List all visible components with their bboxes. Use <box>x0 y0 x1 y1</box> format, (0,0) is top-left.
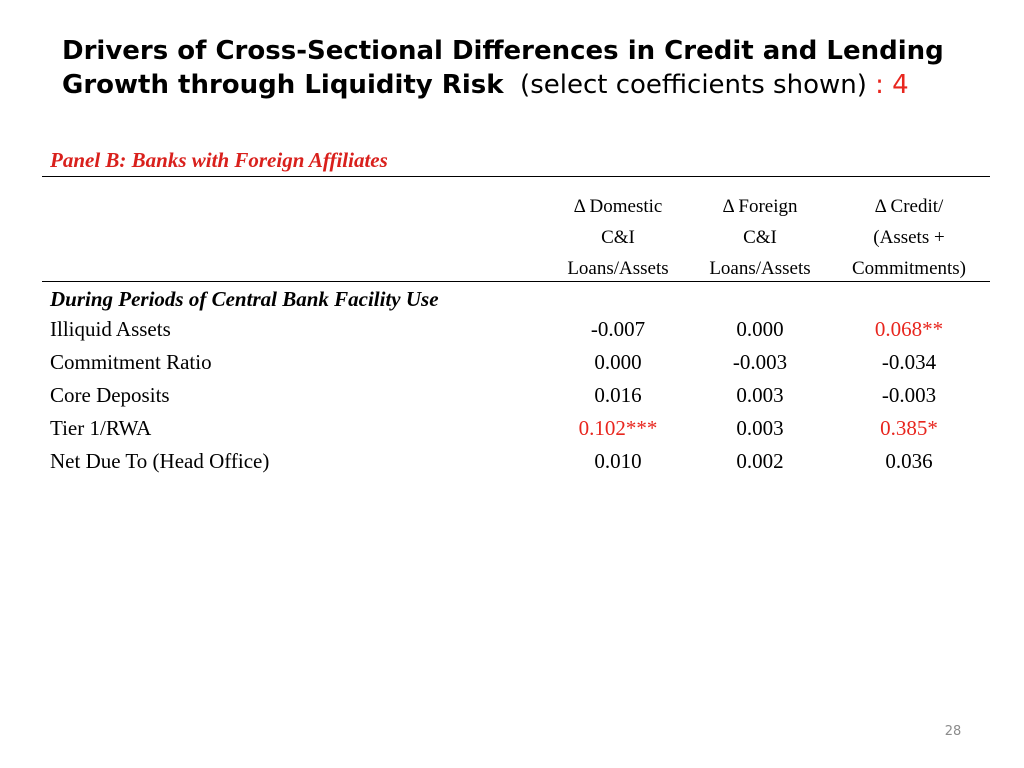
column-header-line: C&I <box>743 227 777 248</box>
column-header-line: Δ Credit/ <box>874 196 944 217</box>
cell-value: 0.102*** <box>578 416 658 440</box>
table-row <box>0 449 1024 482</box>
title-suffix: : 4 <box>875 70 909 100</box>
column-header-line: Loans/Assets <box>567 258 669 279</box>
cell-value: 0.068** <box>874 317 944 341</box>
page-number: 28 <box>944 724 962 739</box>
row-label: Commitment Ratio <box>50 350 212 374</box>
column-header-line: Δ Foreign <box>722 196 798 217</box>
title-qualifier: (select coefficients shown) <box>520 70 867 100</box>
title-main: Drivers of Cross-Sectional Differences in Credit and Lending Growth through Liquidity Risk <box>62 36 944 100</box>
row-label: Tier 1/RWA <box>50 416 152 440</box>
table-header-rule <box>42 281 990 282</box>
cell-value: 0.003 <box>736 416 784 440</box>
column-header-line: Δ Domestic <box>573 196 663 217</box>
cell-value: 0.036 <box>885 449 933 473</box>
column-header-line: Loans/Assets <box>709 258 811 279</box>
column-header-line: (Assets + <box>873 227 945 248</box>
table-row <box>0 317 1024 350</box>
column-header-line: C&I <box>601 227 635 248</box>
cell-value: 0.000 <box>736 317 784 341</box>
table-row <box>0 350 1024 383</box>
row-label: Net Due To (Head Office) <box>50 449 270 473</box>
cell-value: -0.034 <box>881 350 937 374</box>
column-header-line: Commitments) <box>852 258 966 279</box>
panel-label: Panel B: Banks with Foreign Affiliates <box>50 148 388 172</box>
column-header-credit <box>830 191 988 284</box>
slide-title <box>62 34 982 102</box>
column-header-domestic <box>548 191 688 284</box>
row-label: Core Deposits <box>50 383 170 407</box>
cell-value: -0.003 <box>881 383 937 407</box>
cell-value: 0.002 <box>736 449 784 473</box>
cell-value: 0.000 <box>594 350 642 374</box>
table-body <box>0 317 1024 482</box>
cell-value: 0.010 <box>594 449 642 473</box>
table-row <box>0 416 1024 449</box>
cell-value: 0.016 <box>594 383 642 407</box>
table-top-rule <box>42 176 990 177</box>
cell-value: 0.385* <box>880 416 938 440</box>
cell-value: -0.003 <box>732 350 788 374</box>
row-label: Illiquid Assets <box>50 317 171 341</box>
cell-value: -0.007 <box>590 317 646 341</box>
table-row <box>0 383 1024 416</box>
cell-value: 0.003 <box>736 383 784 407</box>
section-label: During Periods of Central Bank Facility Use <box>50 287 439 311</box>
column-header-foreign <box>690 191 830 284</box>
